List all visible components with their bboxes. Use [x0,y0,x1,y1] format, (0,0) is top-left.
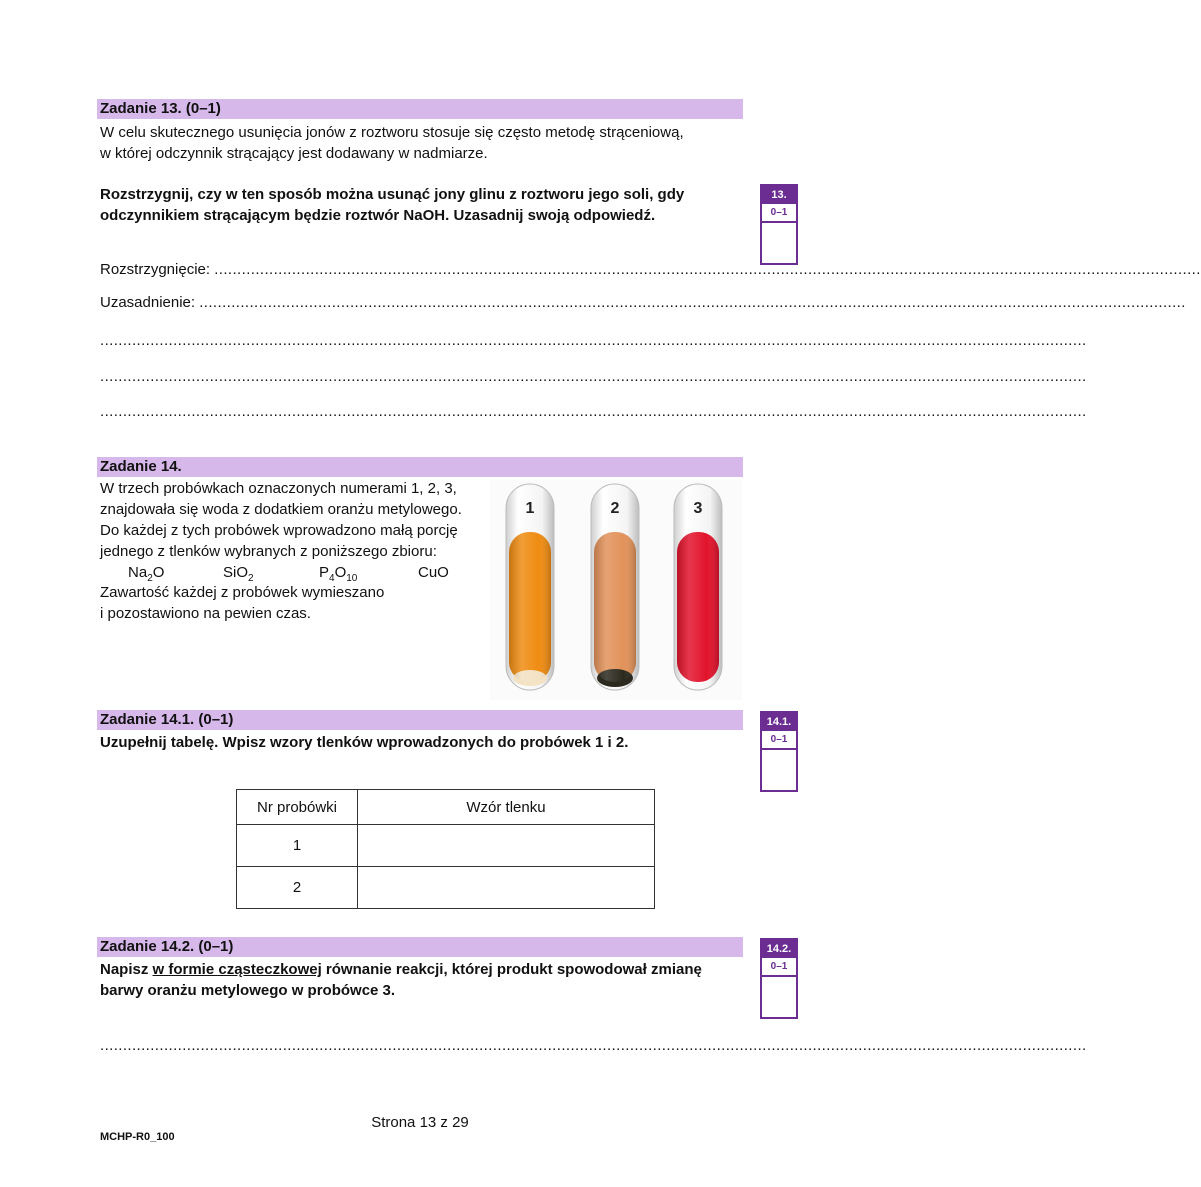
task14-after-line-2: i pozostawiono na pewien czas. [100,605,311,622]
answer-dots: ........................................................................................................................................................................................................................ [100,332,1087,349]
answer-dots: ........................................................................................................................................................................................................................ [100,1037,1087,1054]
task14-1-header: Zadanie 14.1. (0–1) [97,710,743,730]
exam-code: MCHP-R0_100 [100,1131,175,1143]
task13-answer-line-3[interactable] [100,332,1087,350]
task14-2-score-number: 14.2. [762,940,796,958]
task13-score-box[interactable] [760,184,798,265]
task13-intro-line2: w której odczynnik strącający jest dodawany w nadmiarze. [100,145,488,162]
task14-2-score-box[interactable] [760,938,798,1019]
answer-dots: ........................................................................................................................................................................................................................ [199,294,1186,311]
task13-decision-line[interactable] [100,261,1201,279]
oxide-formula-cell[interactable] [358,867,655,909]
task13-header: Zadanie 13. (0–1) [97,99,743,119]
task14-1-score-number: 14.1. [762,713,796,731]
task14-2-score-blank[interactable] [762,977,796,1017]
test-tubes-photo [490,480,742,700]
task14-2-command-line2: barwy oranżu metylowego w probówce 3. [100,982,396,999]
task13-intro-line1: W celu skutecznego usunięcia jonów z roztworu stosuje się często metodę strąceniową, [100,124,684,141]
page-number: Strona 13 z 29 [371,1114,469,1131]
task13-score-blank[interactable] [762,223,796,263]
tube-1 [506,484,554,690]
task13-score-number: 13. [762,186,796,204]
tube-1-label: 1 [525,500,535,517]
table-row [237,867,655,909]
tube-3-label: 3 [693,500,703,517]
task13-score-points: 0–1 [762,204,796,223]
oxide-formula-cell[interactable] [358,825,655,867]
table-header-oxide-formula: Wzór tlenku [358,790,655,825]
oxide-na2o: $Na_2O$ [128,564,165,584]
answer-dots: ........................................................................................................................................................................................................................ [214,261,1201,278]
oxide-answer-table [236,789,655,909]
task14-1-score-blank[interactable] [762,750,796,790]
answer-dots: ........................................................................................................................................................................................................................ [100,368,1087,385]
oxide-sio2: SiO$_2$ [223,564,254,584]
task13-command-line2: odczynnikiem strącającym będzie roztwór NaOH. Uzasadnij swoją odpowiedź. [100,207,656,224]
task14-line-1: W trzech probówkach oznaczonych numerami 1, 2, 3, [100,480,457,497]
task14-2-underlined-phrase: w formie cząsteczkowej [152,961,322,978]
oxide-cuo: CuO [418,564,449,581]
oxide-p4o10: $P_4O_{10}$ [319,564,358,584]
task13-decision-label: Rozstrzygnięcie: [100,261,211,278]
tube-number-cell: 2 [237,867,358,909]
task14-line-2: znajdowała się woda z dodatkiem oranżu metylowego. [100,501,462,518]
task14-2-score-points: 0–1 [762,958,796,977]
task14-2-answer-line[interactable] [100,1037,1087,1055]
tube-2-label: 2 [610,500,620,517]
answer-dots: ........................................................................................................................................................................................................................ [100,403,1087,420]
task14-2-header: Zadanie 14.2. (0–1) [97,937,743,957]
task14-1-score-box[interactable] [760,711,798,792]
tube-2 [591,484,639,690]
tube-3 [674,484,722,690]
task13-justification-line[interactable] [100,294,1186,312]
task13-justification-label: Uzasadnienie: [100,294,196,311]
task14-1-command: Uzupełnij tabelę. Wpisz wzory tlenków wprowadzonych do probówek 1 i 2. [100,734,629,751]
task13-answer-line-4[interactable] [100,368,1087,386]
table-row [237,825,655,867]
tube-number-cell: 1 [237,825,358,867]
task14-line-4: jednego z tlenków wybranych z poniższego zbioru: [100,543,437,560]
task14-header: Zadanie 14. [97,457,743,477]
task14-after-line-1: Zawartość każdej z probówek wymieszano [100,584,385,601]
task14-2-command-line1: Napisz w formie cząsteczkowej równanie reakcji, której produkt spowodował zmianę [100,961,702,978]
table-header-tube-number: Nr probówki [237,790,358,825]
task14-1-score-points: 0–1 [762,731,796,750]
task13-command-line1: Rozstrzygnij, czy w ten sposób można usunąć jony glinu z roztworu jego soli, gdy [100,186,685,203]
task14-line-3: Do każdej z tych probówek wprowadzono małą porcję [100,522,458,539]
task13-answer-line-5[interactable] [100,403,1087,421]
